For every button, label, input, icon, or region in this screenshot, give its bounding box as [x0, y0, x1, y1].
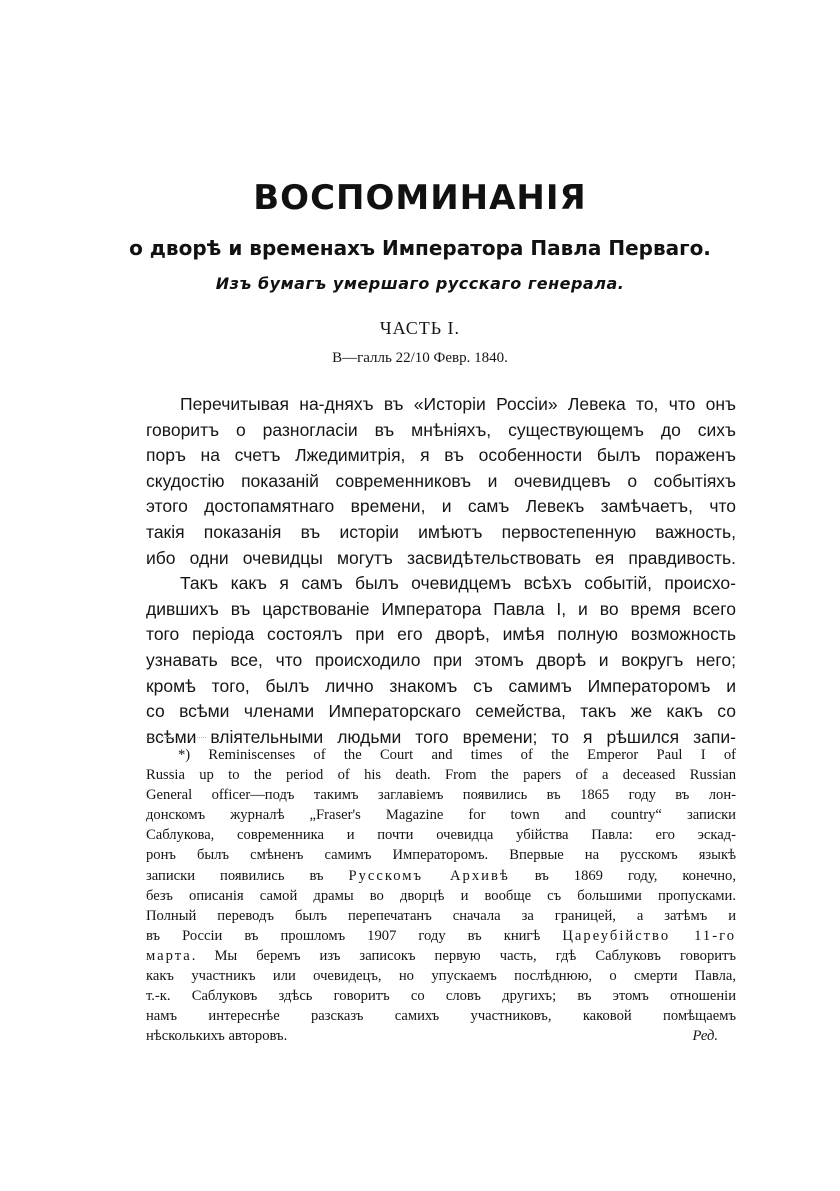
journal-title: Русскомъ Архивѣ	[348, 867, 510, 884]
document-subtitle: о дворѣ и временахъ Императора Павла Перваго.	[129, 236, 711, 260]
footnote-line: безъ описанія самой драмы во дворцѣ и вообще съ большими пропусками.	[146, 887, 736, 904]
footnote-text: въ 1869 году, конечно,	[509, 867, 736, 884]
footnote-line	[146, 1026, 736, 1046]
footnote-line	[146, 745, 736, 765]
footnote-line: Полный переводъ былъ перепечатанъ сначала за границей, а затѣмъ и	[146, 907, 736, 924]
text-line: поръ на счетъ Лжедимитрія, я въ особенности былъ пораженъ	[146, 445, 736, 466]
footnote-line	[146, 946, 736, 966]
text-line: Такъ какъ я самъ былъ очевидцемъ всѣхъ событій, происхо-	[180, 573, 736, 594]
footnote-line	[146, 866, 736, 886]
footnote-line: т.-к. Саблуковъ здѣсь говоритъ со словъ другихъ; въ этомъ отношеніи	[146, 988, 736, 1005]
book-title: марта	[146, 947, 192, 964]
text-line: Перечитывая на-дняхъ въ «Исторіи Россіи» Левека то, что онъ	[180, 394, 736, 414]
document-title: ВОСПОМИНАНІЯ	[253, 178, 587, 218]
footnote-divider	[146, 737, 206, 738]
editor-signature: Ред.	[692, 1028, 718, 1045]
footnote-text: Reminiscenses of the Court and times of the Emperor Paul I of	[190, 747, 736, 763]
footnote-line	[146, 926, 736, 946]
text-line: скудостію показаній современниковъ и очевидцевъ о событіяхъ	[146, 470, 736, 491]
document-source-line: Изъ бумагъ умершаго русскаго генерала.	[215, 274, 625, 293]
text-line: такія показанія въ исторіи имѣютъ первостепенную важность,	[146, 521, 736, 542]
text-line: говоритъ о разногласіи въ мнѣніяхъ, существующемъ до сихъ	[146, 419, 736, 440]
text-line: этого достопамятнаго времени, и самъ Левекъ замѣчаетъ, что	[146, 496, 736, 517]
text-line: ибо одни очевидцы могутъ засвидѣтельствовать ея правдивость.	[146, 547, 736, 568]
footnote-text: . Мы беремъ изъ записокъ первую часть, гдѣ Саблуковъ говоритъ	[191, 947, 736, 964]
text-line: того періода состоялъ при его дворѣ, имѣя полную возможность	[146, 624, 736, 645]
dateline: В—галль 22/10 Февр. 1840.	[332, 350, 508, 366]
footnote-text: въ Россіи въ прошломъ 1907 году въ книгѣ	[146, 927, 563, 944]
footnote-line: какъ участникъ или очевидецъ, но упускаемъ послѣднюю, о смерти Павла,	[146, 968, 736, 985]
footnote-marker: *)	[178, 747, 191, 763]
footnote	[146, 745, 736, 1046]
footnote-text: нѣсколькихъ авторовъ.	[146, 1028, 288, 1045]
footnote-line: ронъ былъ смѣненъ самимъ Императоромъ. Впервые на русскомъ языкѣ	[146, 847, 736, 864]
footnote-text: записки появились въ	[146, 867, 349, 884]
part-heading: ЧАСТЬ I.	[379, 318, 461, 338]
text-line: кромѣ того, былъ лично знакомъ съ самимъ Императоромъ и	[146, 675, 736, 696]
text-line: со всѣми членами Императорскаго семейства, такъ же какъ со	[146, 701, 736, 722]
footnote-line: Саблукова, современника и почти очевидца убійства Павла: его эскад-	[146, 827, 736, 844]
book-title: Цареубійство 11-го	[562, 927, 736, 944]
paragraph-2	[146, 571, 736, 750]
footnote-line: Russia up to the period of his death. From the papers of a deceased Russian	[146, 767, 736, 784]
footnote-line: донскомъ журналѣ „Fraser's Magazine for town and country“ записки	[146, 807, 736, 824]
footnote-line: General officer—подъ такимъ заглавіемъ появились въ 1865 году въ лон-	[146, 787, 736, 804]
text-line: узнавать все, что происходило при этомъ дворѣ и вокругъ него;	[146, 649, 736, 670]
paragraph-1	[146, 392, 736, 571]
footnote-line: намъ интереснѣе разсказъ самихъ участниковъ, каковой помѣщаемъ	[146, 1008, 736, 1025]
body-text	[146, 392, 736, 750]
text-line: дившихъ въ царствованіе Императора Павла I, и во время всего	[146, 598, 736, 619]
text-line: всѣми вліятельными людьми того времени; то я рѣшился запи-	[146, 726, 736, 747]
